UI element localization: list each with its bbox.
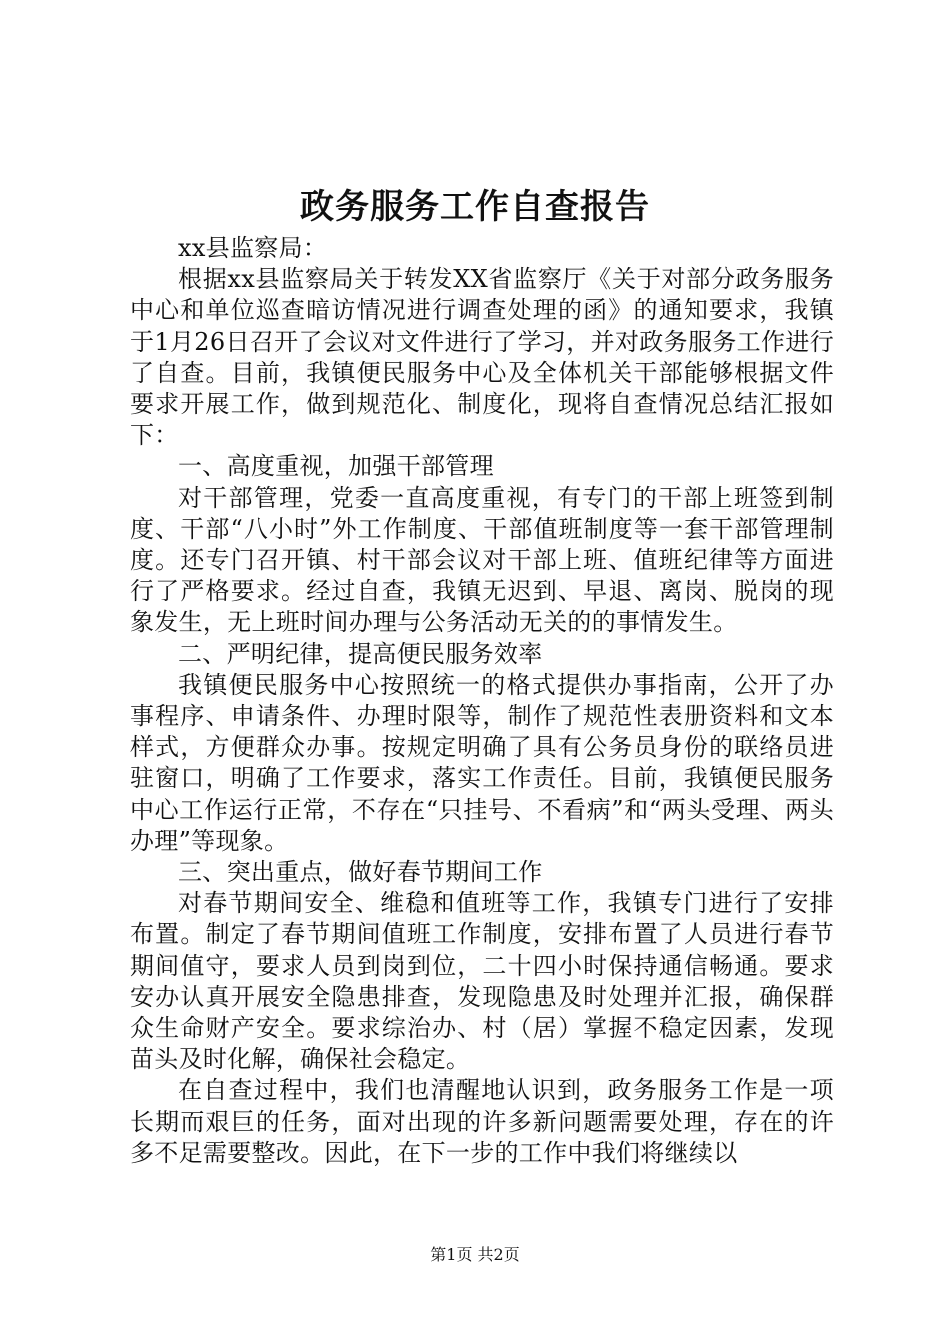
section-paragraph-3: 对春节期间安全、维稳和值班等工作，我镇专门进行了安排布置。制定了春节期间值班工作制度，安排布置了人员进行春节期间值守，要求人员到岗到位，二十四小时保持通信畅通。要求安办认真开展安全隐患排查，发现隐患及时处理并汇报，确保群众生命财产安全。要求综治办、村（居）掌握不稳定因素，发现苗头及时化解，确保社会稳定。: [130, 889, 834, 1074]
section-heading-3: 三、突出重点，做好春节期间工作: [178, 858, 543, 887]
page-footer: 第1页 共2页: [430, 1245, 520, 1264]
section-paragraph-1: 对干部管理，党委一直高度重视，有专门的干部上班签到制度、干部“八小时”外工作制度、干部值班制度等一套干部管理制度。还专门召开镇、村干部会议对干部上班、值班纪律等方面进行了严格要求。经过自查，我镇无迟到、早退、离岗、脱岗的现象发生，无上班时间办理与公务活动无关的的事情发生。: [130, 483, 834, 637]
section-heading-2: 二、严明纪律，提高便民服务效率: [178, 639, 543, 668]
document-title: 政务服务工作自查报告: [300, 187, 650, 227]
section-heading-1: 一、高度重视，加强干部管理: [178, 452, 494, 481]
document-body: [130, 233, 834, 1169]
salutation: xx县监察局：: [178, 234, 328, 262]
intro-paragraph: 根据xx县监察局关于转发XX省监察厅《关于对部分政务服务中心和单位巡查暗访情况进行调查处理的函》的通知要求，我镇于1月26日召开了会议对文件进行了学习，并对政务服务工作进行了自查。目前，我镇便民服务中心及全体机关干部能够根据文件要求开展工作，做到规范化、制度化，现将自查情况总结汇报如下：: [130, 265, 834, 450]
closing-paragraph: 在自查过程中，我们也清醒地认识到，政务服务工作是一项长期而艰巨的任务，面对出现的许多新问题需要处理，存在的许多不足需要整改。因此，在下一步的工作中我们将继续以: [130, 1076, 834, 1167]
section-paragraph-2: 我镇便民服务中心按照统一的格式提供办事指南，公开了办事程序、申请条件、办理时限等，制作了规范性表册资料和文本样式，方便群众办事。按规定明确了具有公务员身份的联络员进驻窗口，明确了工作要求，落实工作责任。目前，我镇便民服务中心工作运行正常，不存在“只挂号、不看病”和“两头受理、两头办理”等现象。: [130, 670, 834, 855]
